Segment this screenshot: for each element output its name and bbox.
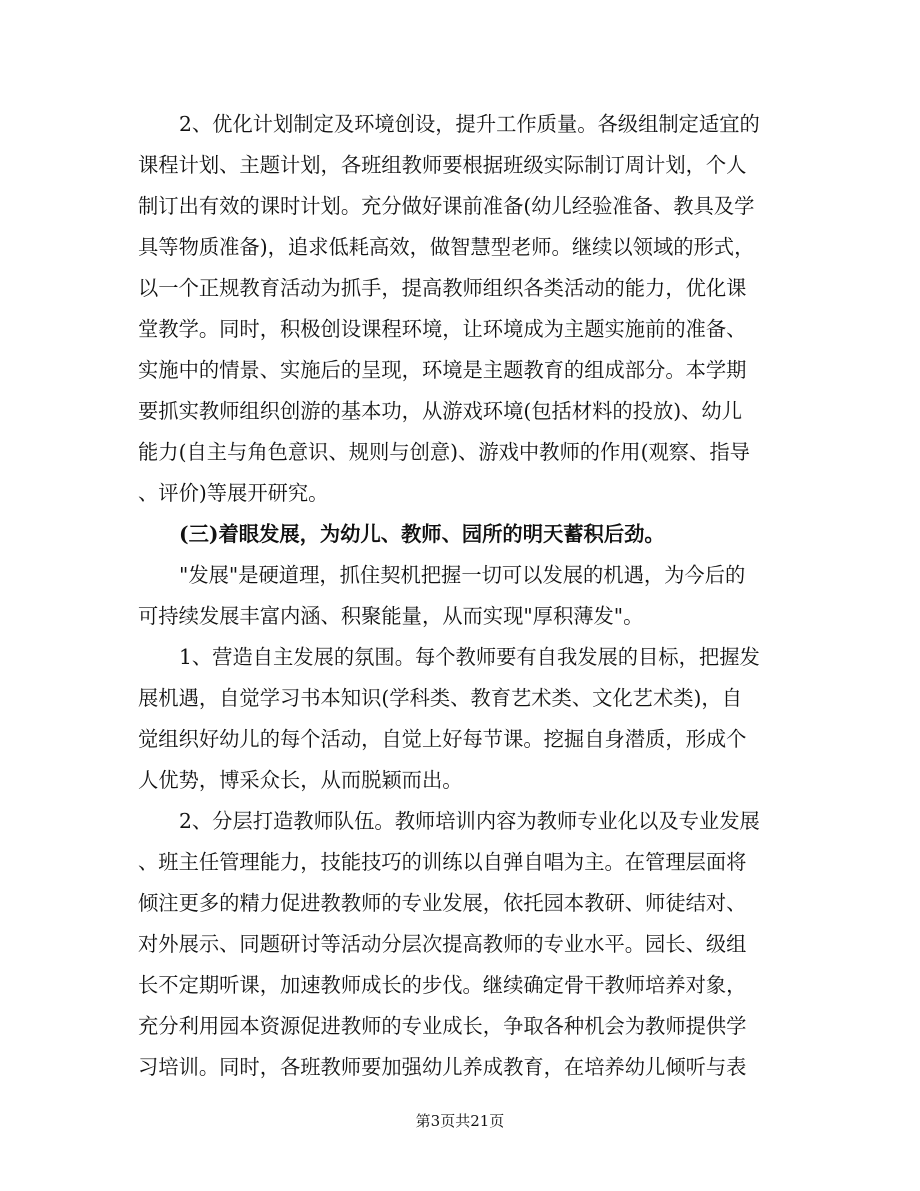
paragraph-line: 展机遇，自觉学习书本知识(学科类、教育艺术类、文化艺术类)，自 <box>138 686 742 710</box>
paragraph-line: 要抓实教师组织创游的基本功，从游戏环境(包括材料的投放)、幼儿 <box>138 399 742 423</box>
paragraph-line: 实施中的情景、实施后的呈现，环境是主题教育的组成部分。本学期 <box>138 358 747 382</box>
paragraph-line: 倾注更多的精力促进教教师的专业发展，依托园本教研、师徒结对、 <box>138 891 747 915</box>
paragraph-line: 1、营造自主发展的氛围。每个教师要有自我发展的目标，把握发 <box>179 645 760 669</box>
paragraph-line: 习培训。同时，各班教师要加强幼儿养成教育，在培养幼儿倾听与表 <box>138 1055 747 1079</box>
page-number: 第3页共21页 <box>415 1112 505 1130</box>
paragraph-line: 充分利用园本资源促进教师的专业成长，争取各种机会为教师提供学 <box>138 1014 747 1038</box>
paragraph-line: 2、优化计划制定及环境创设，提升工作质量。各级组制定适宜的 <box>179 112 760 136</box>
paragraph-line: 、评价)等展开研究。 <box>138 481 329 505</box>
paragraph-line: 、班主任管理能力，技能技巧的训练以自弹自唱为主。在管理层面将 <box>138 850 747 874</box>
paragraph-line: "发展"是硬道理，抓住契机把握一切可以发展的机遇，为今后的 <box>179 563 746 587</box>
paragraph-line: 制订出有效的课时计划。充分做好课前准备(幼儿经验准备、教具及学 <box>138 194 755 218</box>
document-body <box>138 104 786 1088</box>
paragraph-line: 觉组织好幼儿的每个活动，自觉上好每节课。挖掘自身潜质，形成个 <box>138 727 747 751</box>
paragraph-line: 课程计划、主题计划，各班组教师要根据班级实际制订周计划，个人 <box>138 153 747 177</box>
paragraph-line: 堂教学。同时，积极创设课程环境，让环境成为主题实施前的准备、 <box>138 317 747 341</box>
paragraph-line: 长不定期听课，加速教师成长的步伐。继续确定骨干教师培养对象， <box>138 973 747 997</box>
section-heading: (三)着眼发展，为幼儿、教师、园所的明天蓄积后劲。 <box>179 522 665 546</box>
paragraph-line: 能力(自主与角色意识、规则与创意)、游戏中教师的作用(观察、指导 <box>138 440 750 464</box>
paragraph-line: 可持续发展丰富内涵、积聚能量，从而实现"厚积薄发"。 <box>138 604 644 628</box>
paragraph-line: 人优势，博采众长，从而脱颖而出。 <box>138 768 463 792</box>
paragraph-line: 对外展示、同题研讨等活动分层次提高教师的专业水平。园长、级组 <box>138 932 747 956</box>
paragraph-line: 以一个正规教育活动为抓手，提高教师组织各类活动的能力，优化课 <box>138 276 747 300</box>
paragraph-line: 2、分层打造教师队伍。教师培训内容为教师专业化以及专业发展 <box>179 809 760 833</box>
paragraph-line: 具等物质准备)，追求低耗高效，做智慧型老师。继续以领域的形式， <box>138 235 755 259</box>
